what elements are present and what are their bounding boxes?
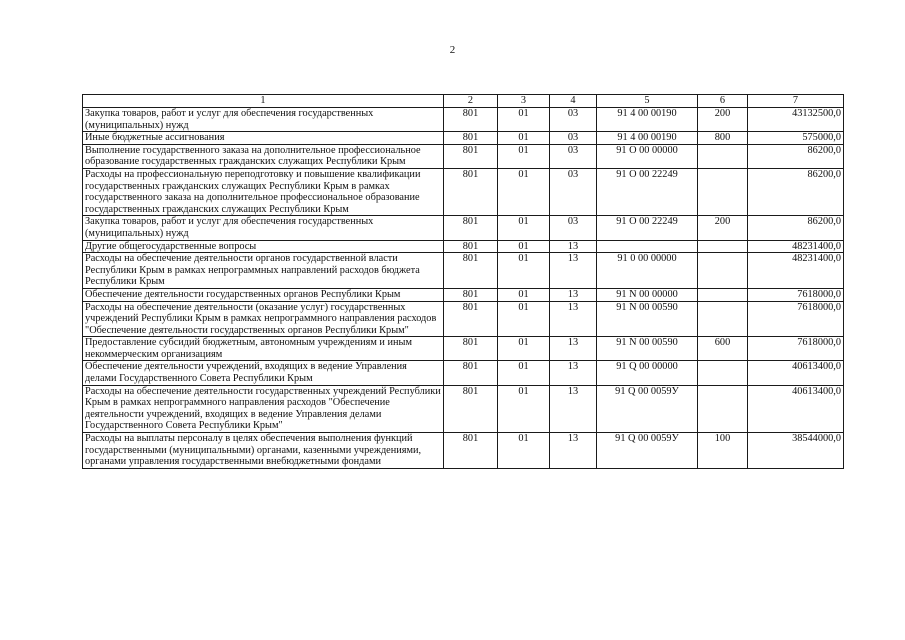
- cell-code: 801: [444, 433, 498, 469]
- cell-type: [698, 240, 748, 253]
- cell-type: [698, 144, 748, 168]
- table-row: [83, 385, 844, 432]
- cell-section: 01: [498, 301, 550, 337]
- cell-code: 801: [444, 288, 498, 301]
- table-row: [83, 144, 844, 168]
- row-name: Обеспечение деятельности государственных органов Республики Крым: [83, 288, 444, 301]
- cell-subsection: 13: [550, 337, 597, 361]
- cell-type: [698, 288, 748, 301]
- cell-target: 91 N 00 00590: [597, 337, 698, 361]
- cell-code: 801: [444, 253, 498, 289]
- row-name: Иные бюджетные ассигнования: [83, 132, 444, 145]
- cell-subsection: 13: [550, 385, 597, 432]
- cell-amount: 43132500,0: [748, 108, 844, 132]
- cell-subsection: 03: [550, 144, 597, 168]
- cell-section: 01: [498, 216, 550, 240]
- cell-type: 200: [698, 216, 748, 240]
- cell-target: 91 4 00 00190: [597, 132, 698, 145]
- table-row: [83, 132, 844, 145]
- budget-table: [82, 94, 844, 469]
- cell-target: 91 О 00 22249: [597, 168, 698, 215]
- cell-section: 01: [498, 288, 550, 301]
- cell-section: 01: [498, 168, 550, 215]
- table-row: [83, 288, 844, 301]
- cell-amount: 86200,0: [748, 168, 844, 215]
- cell-type: [698, 385, 748, 432]
- cell-subsection: 03: [550, 132, 597, 145]
- cell-subsection: 13: [550, 301, 597, 337]
- row-name: Расходы на обеспечение деятельности (оказание услуг) государственных учреждений Республики Крым в рамках непрограммного направления расходов "Обеспечение деятельности государственных органов Республики Крым": [83, 301, 444, 337]
- cell-section: 01: [498, 144, 550, 168]
- cell-target: 91 О 00 22249: [597, 216, 698, 240]
- row-name: Закупка товаров, работ и услуг для обеспечения государственных (муниципальных) нужд: [83, 108, 444, 132]
- page-number: 2: [449, 44, 456, 56]
- cell-amount: 40613400,0: [748, 361, 844, 385]
- cell-subsection: 03: [550, 108, 597, 132]
- cell-section: 01: [498, 132, 550, 145]
- cell-subsection: 13: [550, 433, 597, 469]
- cell-type: [698, 301, 748, 337]
- cell-type: [698, 253, 748, 289]
- cell-code: 801: [444, 216, 498, 240]
- cell-code: 801: [444, 337, 498, 361]
- row-name: Расходы на обеспечение деятельности органов государственной власти Республики Крым в рамках непрограммных направлений расходов бюджета Республики Крым: [83, 253, 444, 289]
- cell-subsection: 13: [550, 288, 597, 301]
- row-name: Предоставление субсидий бюджетным, автономным учреждениям и иным некоммерческим организациям: [83, 337, 444, 361]
- table-row: [83, 433, 844, 469]
- cell-section: 01: [498, 253, 550, 289]
- cell-code: 801: [444, 144, 498, 168]
- row-name: Выполнение государственного заказа на дополнительное профессиональное образование государственных гражданских служащих Республики Крым: [83, 144, 444, 168]
- table-row: [83, 168, 844, 215]
- cell-subsection: 13: [550, 253, 597, 289]
- cell-type: [698, 361, 748, 385]
- table-row: [83, 301, 844, 337]
- cell-section: 01: [498, 240, 550, 253]
- cell-section: 01: [498, 385, 550, 432]
- cell-code: 801: [444, 301, 498, 337]
- cell-amount: 7618000,0: [748, 337, 844, 361]
- table-row: [83, 253, 844, 289]
- cell-target: 91 Q 00 00000: [597, 361, 698, 385]
- column-header: 5: [597, 95, 698, 108]
- column-header: 3: [498, 95, 550, 108]
- cell-section: 01: [498, 361, 550, 385]
- cell-type: [698, 168, 748, 215]
- cell-code: 801: [444, 132, 498, 145]
- table-row: [83, 216, 844, 240]
- cell-section: 01: [498, 433, 550, 469]
- cell-subsection: 13: [550, 240, 597, 253]
- cell-amount: 48231400,0: [748, 253, 844, 289]
- cell-amount: 86200,0: [748, 144, 844, 168]
- row-name: Закупка товаров, работ и услуг для обеспечения государственных (муниципальных) нужд: [83, 216, 444, 240]
- cell-section: 01: [498, 108, 550, 132]
- row-name: Другие общегосударственные вопросы: [83, 240, 444, 253]
- row-name: Обеспечение деятельности учреждений, входящих в ведение Управления делами Государственного Совета Республики Крым: [83, 361, 444, 385]
- table-row: [83, 240, 844, 253]
- cell-code: 801: [444, 361, 498, 385]
- cell-amount: 40613400,0: [748, 385, 844, 432]
- cell-target: 91 N 00 00590: [597, 301, 698, 337]
- cell-subsection: 13: [550, 361, 597, 385]
- cell-target: 91 Q 00 0059У: [597, 385, 698, 432]
- cell-code: 801: [444, 108, 498, 132]
- table-row: [83, 337, 844, 361]
- cell-target: 91 0 00 00000: [597, 253, 698, 289]
- cell-amount: 86200,0: [748, 216, 844, 240]
- cell-code: 801: [444, 385, 498, 432]
- row-name: Расходы на обеспечение деятельности государственных учреждений Республики Крым в рамках непрограммного направления расходов "Обеспечение деятельности учреждений, входящих в ведение Управления делами Государственного Совета Республики Крым": [83, 385, 444, 432]
- cell-type: 600: [698, 337, 748, 361]
- cell-type: 200: [698, 108, 748, 132]
- row-name: Расходы на выплаты персоналу в целях обеспечения выполнения функций государственными (муниципальными) органами, казенными учреждениями, органами управления государственными внебюджетными фондами: [83, 433, 444, 469]
- cell-target: 91 О 00 00000: [597, 144, 698, 168]
- cell-code: 801: [444, 168, 498, 215]
- cell-section: 01: [498, 337, 550, 361]
- cell-target: 91 4 00 00190: [597, 108, 698, 132]
- cell-target: 91 N 00 00000: [597, 288, 698, 301]
- column-header: 1: [83, 95, 444, 108]
- cell-target: [597, 240, 698, 253]
- column-header: 7: [748, 95, 844, 108]
- cell-type: 800: [698, 132, 748, 145]
- column-header: 4: [550, 95, 597, 108]
- cell-amount: 38544000,0: [748, 433, 844, 469]
- cell-amount: 575000,0: [748, 132, 844, 145]
- table-row: [83, 361, 844, 385]
- cell-subsection: 03: [550, 216, 597, 240]
- table-row: [83, 108, 844, 132]
- cell-amount: 7618000,0: [748, 301, 844, 337]
- cell-target: 91 Q 00 0059У: [597, 433, 698, 469]
- cell-code: 801: [444, 240, 498, 253]
- column-header: 2: [444, 95, 498, 108]
- column-header: 6: [698, 95, 748, 108]
- header-row: [83, 95, 844, 108]
- row-name: Расходы на профессиональную переподготовку и повышение квалификации государственных гражданских служащих Республики Крым в рамках государственного заказа на дополнительное профессиональное образование государственных гражданских служащих Республики Крым: [83, 168, 444, 215]
- cell-type: 100: [698, 433, 748, 469]
- cell-amount: 48231400,0: [748, 240, 844, 253]
- cell-subsection: 03: [550, 168, 597, 215]
- cell-amount: 7618000,0: [748, 288, 844, 301]
